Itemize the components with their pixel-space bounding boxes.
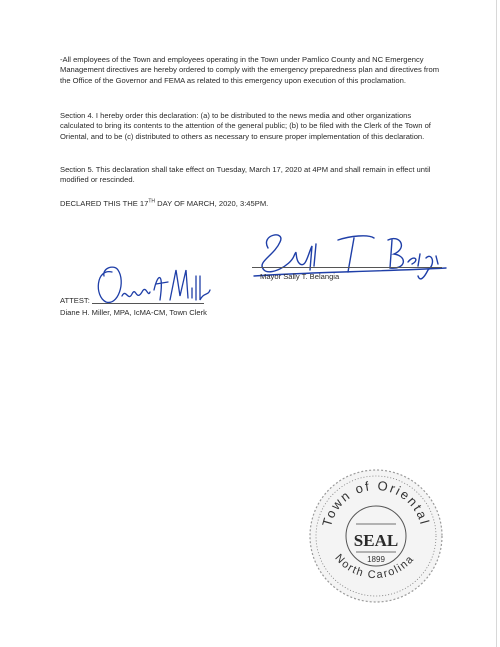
section-4-paragraph: Section 4. I hereby order this declaration: (a) to be distributed to the news media and other organizations calculated to bring its contents to the attention of the general public; (b) to be filed with the Clerk of the Town of Oriental, and to be (c) distributed to others as necessary to ensure proper implementation of this declaration.	[60, 111, 431, 141]
ordinal-suffix: TH	[148, 198, 156, 205]
seal-year: 1899	[367, 555, 385, 564]
employees-directive-paragraph: -All employees of the Town and employees operating in the Town under Pamlico County and NC Emergency Management directives are hereby ordered to comply with the emergency preparedness plan and directives from the Office of the Governor and FEMA as related to this emergency upon execution of this proclamation.	[60, 55, 440, 85]
mayor-signature-line	[252, 267, 442, 268]
declared-text-rest: DAY OF MARCH, 2020, 3:45PM.	[155, 199, 269, 208]
seal-bottom-text: North Carolina	[332, 551, 417, 582]
declared-text: DECLARED THIS THE 17	[60, 199, 149, 208]
seal-top-text: Town of Oriental	[319, 477, 433, 529]
attest-label: ATTEST:	[60, 296, 90, 305]
section-5-paragraph: Section 5. This declaration shall take effect on Tuesday, March 17, 2020 at 4PM and shall remain in effect until modified or rescinded.	[60, 165, 431, 185]
town-seal	[300, 458, 450, 608]
seal-center-text: SEAL	[353, 531, 399, 550]
clerk-name-label: Diane H. Miller, MPA, IcMA-CM, Town Clerk	[60, 308, 207, 317]
declared-date-line	[60, 199, 444, 209]
page-edge	[496, 0, 497, 647]
mayor-name-label: Mayor Sally T. Belangia	[260, 272, 340, 281]
attest-signature-line	[92, 303, 204, 304]
